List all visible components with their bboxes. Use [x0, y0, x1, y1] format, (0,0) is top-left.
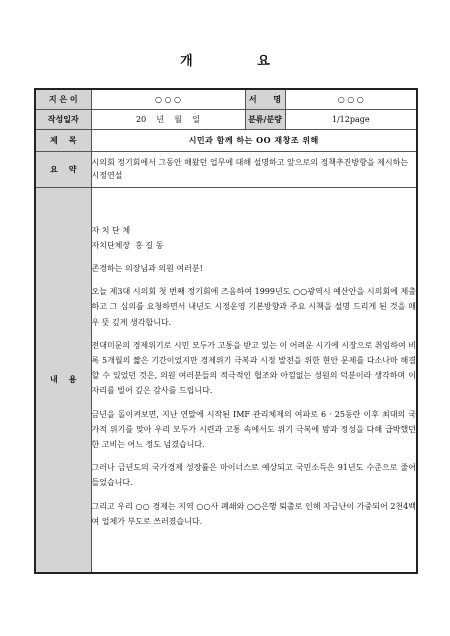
date-row [35, 109, 417, 129]
page-title: 개 요 [180, 54, 300, 69]
subject-label: 제 목 [35, 129, 91, 151]
content-row [35, 187, 417, 573]
signature-label: 서 명 [245, 89, 285, 109]
category-label: 분류/분량 [245, 109, 285, 129]
summary-row [35, 151, 417, 187]
signature-value: ○ ○ ○ [285, 89, 417, 109]
category-value: 1/12page [285, 109, 417, 129]
paragraph: 그러나 금년도의 국가경제 성장률은 마이너스로 예상되고 국민소득은 91년도 수준으로 줄어 들었습니다. [91, 463, 416, 488]
content-label: 내 용 [35, 187, 91, 573]
date-value: 20 년 월 일 [91, 109, 245, 129]
paragraph: 그리고 우리 ○○ 경제는 지역 ○○사 폐쇄와 ○○은행 퇴출로 인해 자금난이 가중되어 2천4백여 업체가 부도로 쓰러졌습니다. [91, 501, 416, 526]
date-label: 작성일자 [35, 109, 91, 129]
summary-value: 시의회 정기회에서 그동안 해왔던 업무에 대해 설명하고 앞으로의 정책추진방향을 제시하는 시정연설 [91, 151, 417, 187]
summary-form-table [34, 88, 418, 574]
subject-value: 시민과 함께 하는 OO 재창조 위해 [91, 129, 417, 151]
author-label: 지 은 이 [35, 89, 91, 109]
paragraph: 존경하는 의장님과 의원 여러분! [91, 263, 203, 273]
author-value: ○ ○ ○ [91, 89, 245, 109]
content-body [91, 187, 417, 573]
summary-label: 요 약 [35, 151, 91, 187]
subject-row [35, 129, 417, 151]
greeting-line-2: 자치단체장 홍 길 동 [91, 240, 164, 250]
author-row [35, 89, 417, 109]
greeting-line-1: 자 치 단 체 [91, 225, 131, 235]
paragraph: 전대미문의 경제위기로 시민 모두가 고통을 받고 있는 이 어려운 시기에 시장으로 취임하여 비록 5개월의 짧은 기간이었지만 경제위기 극복과 시정 발전을 위한 현안 문제를 다소나마 해결할 수 있었던 것은, 의원 여러분들의 적극적인 협조와 아낌없는 성원의 덕분이라 생각하며 이 자리를 빌어 깊은 감사를 드립니다. [91, 340, 416, 396]
paragraph: 오늘 제3대 시의회 첫 번째 정기회에 즈음하여 1999년도 ○○광역시 예산안을 시의회에 제출하고 그 심의를 요청하면서 내년도 시정운영 기본방향과 주요 시책을 설명 드리게 된 것을 매우 뜻 깊게 생각합니다. [91, 287, 416, 327]
paragraph: 금년을 돌이켜보면, 지난 연말에 시작된 IMF 관리체제의 여파로 6 · 25동란 이후 최대의 국가적 위기를 맞아 우리 모두가 시련과 고통 속에서도 위기 극복에 밤과 정성을 다해 급박했던 한 고비는 어느 정도 넘겼습니다. [91, 409, 416, 449]
